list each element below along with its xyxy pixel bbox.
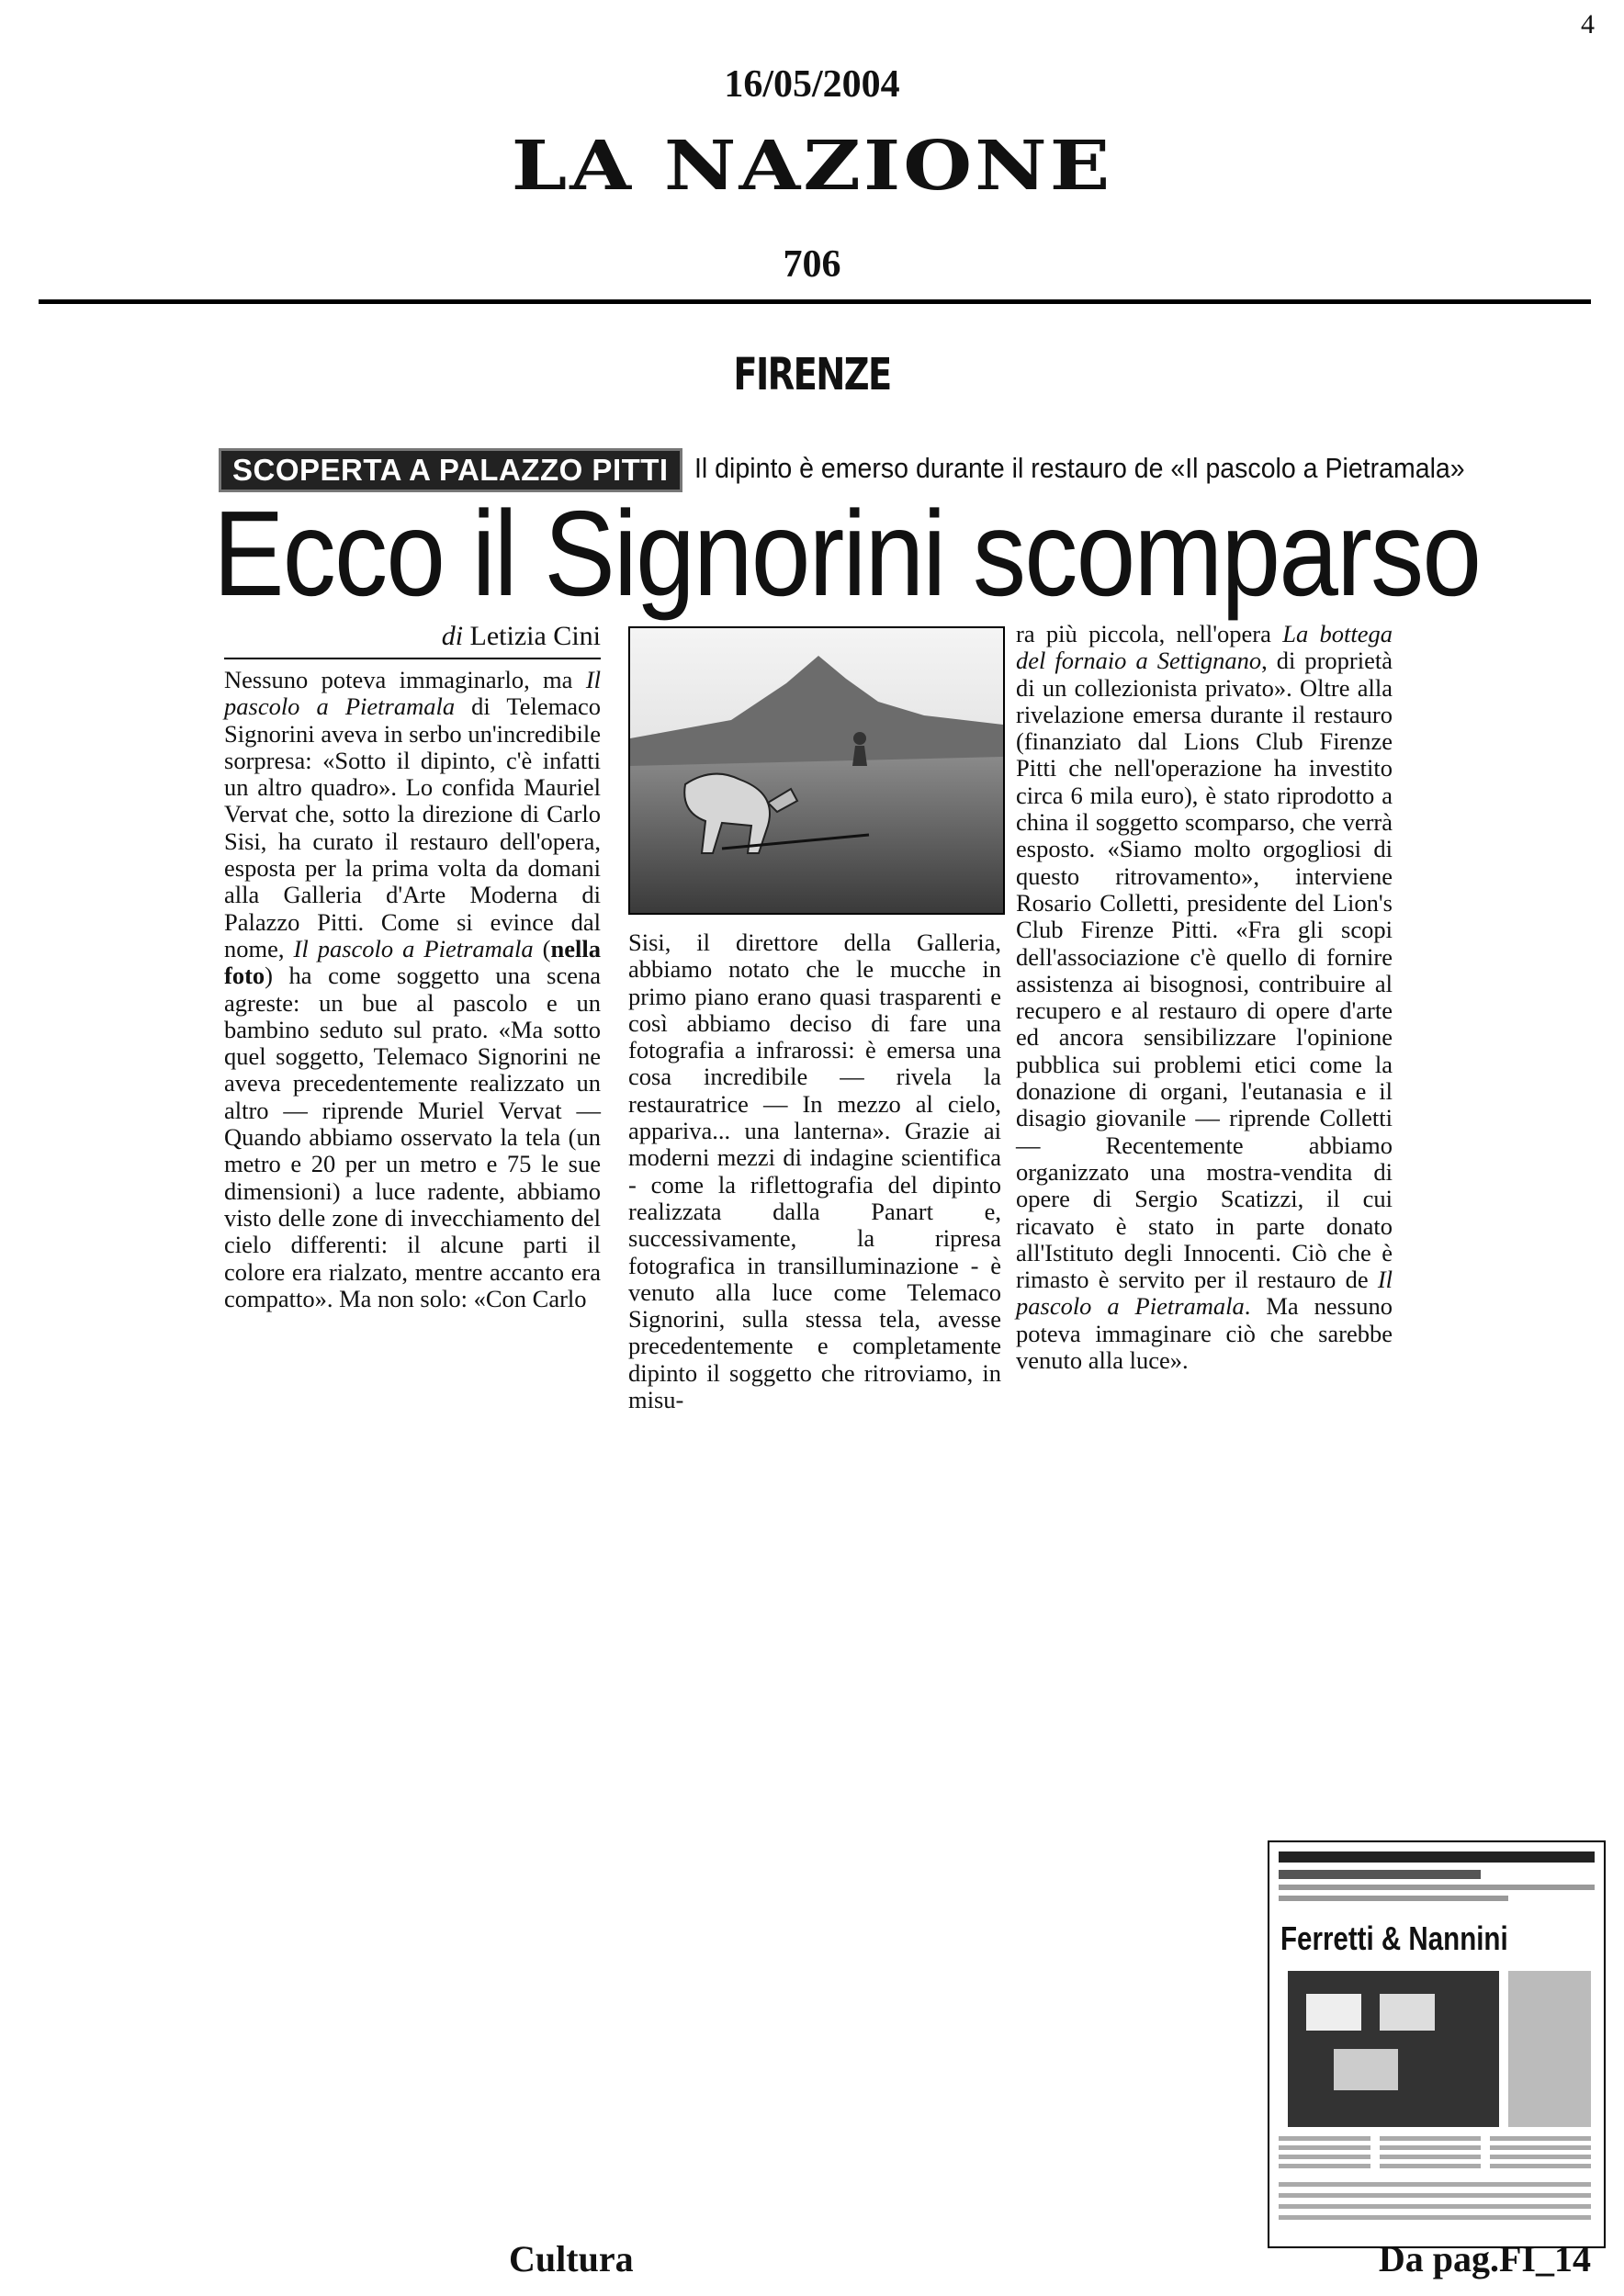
footer-section: Cultura (509, 2238, 634, 2279)
footer-page-ref: Da pag.FI_14 (1378, 2238, 1591, 2279)
article-headline: Ecco il Signorini scomparso (213, 486, 1481, 621)
article-column-1 (224, 667, 601, 1312)
byline (224, 621, 601, 652)
column-3-text: ra più piccola, nell'opera La bottega del fornaio a Settignano, di proprietà di un collezionista privato». Oltre alla rivelazione emersa durante il restauro (finanziato dal Lions Club Firenze Pitti che nell'operazione ha investito circa 6 mila euro), è stato riprodotto a china il soggetto scomparso, che verrà esposto. «Siamo molto orgogliosi di questo ritrovamento», interviene Rosario Colletti, presidente del Lion's Club Firenze Pitti. «Fra gli scopi dell'associazione c'è quello di fornire assistenza ai bisognosi, contribuire al recupero e al restauro di opere d'arte ed ancora sensibilizzare l'opinione pubblica sui problemi etici come la donazione di organi, l'eutanasia e il disagio giovanile — riprende Colletti — Recentemente abbiamo organizzato una mostra-vendita di opere di Sergio Scatizzi, il cui ricavato è stato in parte donato all'Istituto degli Innocenti. Ciò che è rimasto è servito per il restauro de Il pascolo a Pietramala. Ma nessuno poteva immaginare ciò che sarebbe venuto alla luce». (1016, 620, 1393, 1375)
byline-author: Letizia Cini (469, 621, 601, 651)
page-thumbnail (1268, 1840, 1606, 2248)
article-column-2 (628, 929, 1001, 1413)
header-divider (39, 299, 1591, 304)
section-label: FIRENZE (733, 349, 891, 400)
kicker-subtitle: Il dipinto è emerso durante il restauro de «Il pascolo a Pietramala» (694, 452, 1465, 484)
kicker-label: SCOPERTA A PALAZZO PITTI (219, 448, 682, 492)
painting-photo (628, 626, 1005, 915)
byline-divider (224, 658, 601, 659)
painting-image (630, 628, 1003, 913)
page-number: 4 (1581, 9, 1595, 39)
article-column-3 (1016, 621, 1393, 1374)
column-1-text: Nessuno poteva immaginarlo, ma Il pascolo a Pietramala di Telemaco Signorini aveva in serbo un'incredibile sorpresa: «Sotto il dipinto, c'è infatti un altro quadro». Lo confida Mauriel Vervat che, sotto la direzione di Carlo Sisi, ha curato il restauro dell'opera, esposta per la prima volta da domani alla Galleria d'Arte Moderna di Palazzo Pitti. Come si evince dal nome, Il pascolo a Pietramala (nella foto) ha come soggetto una scena agreste: un bue al pascolo e un bambino seduto sul prato. «Ma sotto quel soggetto, Telemaco Signorini ne aveva precedentemente realizzato un altro — riprende Muriel Vervat — Quando abbiamo osservato la tela (un metro e 20 per un metro e 75 le sue dimensioni) a luce radente, abbiamo visto delle zone di invecchiamento del cielo differenti: il alcune parti il colore era rialzato, mentre accanto era compatto». Ma non solo: «Con Carlo (224, 666, 601, 1312)
thumbnail-title: Ferretti & Nannini (1280, 1919, 1508, 1957)
column-2-text: Sisi, il direttore della Galleria, abbiamo notato che le mucche in primo piano erano quasi trasparenti e così abbiamo deciso di fare una fotografia a infrarossi: è emersa una cosa incredibile — rivela la restauratrice — In mezzo al cielo, appariva... una lanterna». Grazie ai moderni mezzi di indagine scientifica - come la riflettografia del dipinto realizzata dalla Panart e, successivamente, la ripresa fotografica in transilluminazione - è venuto alla luce come Telemaco Signorini, sulla stessa tela, avesse precedentemente e completamente dipinto il soggetto che ritroviamo, in misu- (628, 929, 1001, 1414)
clipping-code: 706 (783, 243, 841, 286)
thumbnail-page-image (1269, 1842, 1604, 2246)
newspaper-masthead: LA NAZIONE (511, 126, 1113, 206)
publication-date: 16/05/2004 (724, 63, 900, 106)
byline-prefix: di (441, 621, 464, 651)
